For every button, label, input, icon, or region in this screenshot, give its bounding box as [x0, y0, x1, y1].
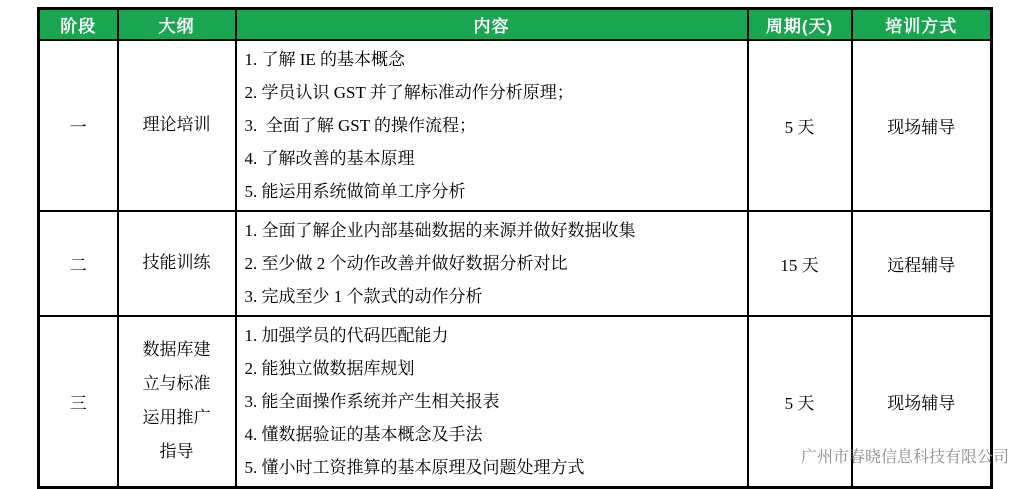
content-line: 1. 全面了解企业内部基础数据的来源并做好数据收集 [244, 220, 636, 240]
method-cell: 现场辅导 [852, 40, 992, 211]
content-cell [236, 211, 748, 316]
content-line: 2. 能独立做数据库规划 [244, 358, 415, 378]
method-cell: 现场辅导 [852, 316, 992, 488]
content-line: 5. 能运用系统做简单工序分析 [244, 181, 466, 201]
header-cell-method: 培训方式 [852, 9, 992, 40]
header-cell-content: 内容 [236, 9, 748, 40]
outline-text: 技能训练 [142, 253, 211, 272]
content-line: 3. 完成至少 1 个款式的动作分析 [244, 286, 483, 306]
content-cell [236, 40, 748, 211]
content-line: 1. 加强学员的代码匹配能力 [244, 325, 449, 345]
outline-cell [118, 211, 236, 316]
period-cell: 5 天 [748, 40, 852, 211]
outline-cell [118, 40, 236, 211]
outline-text: 理论培训 [142, 115, 211, 134]
period-cell: 5 天 [748, 316, 852, 488]
content-line: 1. 了解 IE 的基本概念 [244, 49, 406, 69]
content-line: 4. 懂数据验证的基本概念及手法 [244, 424, 483, 444]
method-cell: 远程辅导 [852, 211, 992, 316]
header-row [39, 9, 992, 40]
content-cell [236, 316, 748, 488]
header-cell-period: 周期(天) [748, 9, 852, 40]
period-cell: 15 天 [748, 211, 852, 316]
content-line: 5. 懂小时工资推算的基本原理及问题处理方式 [244, 457, 585, 477]
header-cell-stage: 阶段 [39, 9, 118, 40]
outline-text: 数据库建立与标准运用推广指导 [142, 340, 211, 461]
company-watermark: 广州市春晓信息科技有限公司 [800, 449, 1009, 466]
stage-cell: 一 [39, 40, 118, 211]
outline-cell [118, 316, 236, 488]
content-line: 3. 全面了解 GST 的操作流程； [244, 115, 477, 135]
content-line: 2. 学员认识 GST 并了解标准动作分析原理； [244, 82, 574, 102]
header-cell-outline: 大纲 [118, 9, 236, 40]
table-row-phase-2 [39, 211, 992, 316]
training-plan-table [37, 7, 993, 489]
stage-cell: 三 [39, 316, 118, 488]
table-row-phase-1 [39, 40, 992, 211]
content-line: 3. 能全面操作系统并产生相关报表 [244, 391, 500, 411]
stage-cell: 二 [39, 211, 118, 316]
content-line: 2. 至少做 2 个动作改善并做好数据分析对比 [244, 253, 568, 273]
content-line: 4. 了解改善的基本原理 [244, 148, 415, 168]
